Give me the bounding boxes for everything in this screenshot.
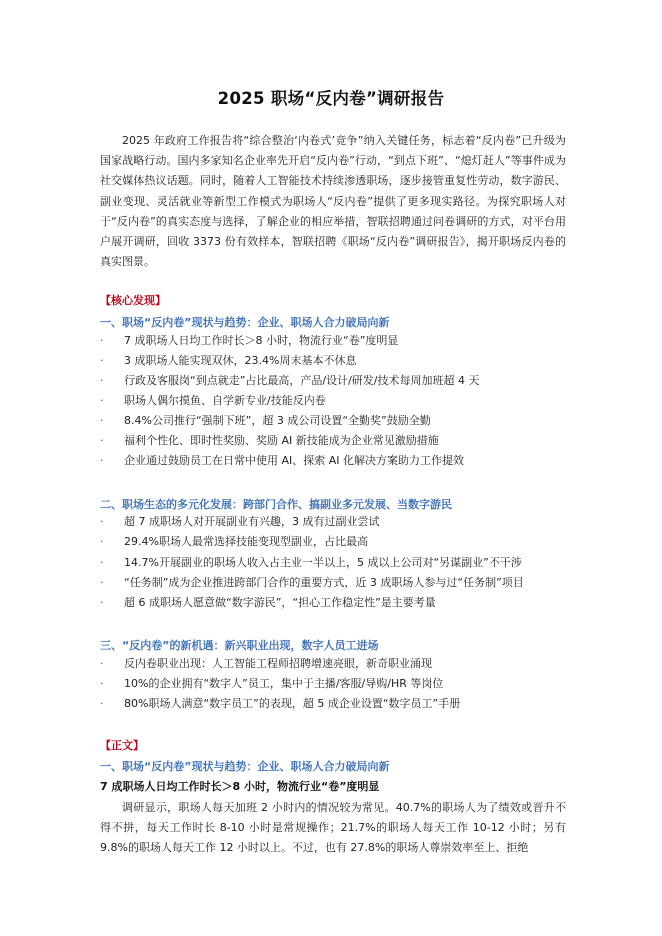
bullet-icon: · bbox=[100, 535, 104, 548]
core-findings-label: 【核心发现】 bbox=[100, 294, 166, 307]
list-item: · 8.4%公司推行“强制下班”，超 3 成公司设置“全勤奖”鼓励全勤 bbox=[100, 411, 570, 431]
list-item: · 超 7 成职场人对开展副业有兴趣，3 成有过副业尝试 bbox=[100, 512, 570, 532]
bullet-icon: · bbox=[100, 414, 104, 427]
bullet-icon: · bbox=[100, 374, 104, 387]
bullet-icon: · bbox=[100, 434, 104, 447]
section-1-heading: 一、职场“反内卷”现状与趋势：企业、职场人合力破局向新 bbox=[100, 316, 390, 329]
list-item: · 福利个性化、即时性奖励、奖励 AI 新技能成为企业常见激励措施 bbox=[100, 431, 570, 451]
list-item: · 企业通过鼓励员工在日常中使用 AI、探索 AI 化解决方案助力工作提效 bbox=[100, 451, 570, 471]
list-item: · 10%的企业拥有“数字人”员工，集中于主播/客服/导购/HR 等岗位 bbox=[100, 674, 570, 694]
bullet-icon: · bbox=[100, 677, 104, 690]
list-item: · “任务制”成为企业推进跨部门合作的重要方式，近 3 成职场人参与过“任务制”项目 bbox=[100, 573, 570, 593]
intro-paragraph: 2025 年政府工作报告将“综合整治‘内卷式’竞争”纳入关键任务，标志着“反内卷”已升级为国家战略行动。国内多家知名企业率先开启“反内卷”行动，“到点下班”、“熄灯赶人”等事件成为社交媒体热议话题。同时，随着人工智能技术持续渗透职场，逐步接管重复性劳动，数字游民、副业变现、灵活就业等新型工作模式为职场人“反内卷”提供了更多现实路径。为探究职场人对于“反内卷”的真实态度与选择，了解企业的相应举措，智联招聘通过问卷调研的方式，对平台用户展开调研，回收 3373 份有效样本，智联招聘《职场“反内卷”调研报告》，揭开职场反内卷的真实图景。 bbox=[100, 134, 566, 269]
list-item: · 3 成职场人能实现双休，23.4%周末基本不休息 bbox=[100, 351, 570, 371]
body-subheading: 7 成职场人日均工作时长＞8 小时，物流行业“卷”度明显 bbox=[100, 780, 380, 793]
list-item: · 80%职场人满意“数字员工”的表现，超 5 成企业设置“数字员工”手册 bbox=[100, 694, 570, 714]
report-title: 2025 职场“反内卷”调研报告 bbox=[217, 89, 445, 108]
list-item: · 行政及客服岗“到点就走”占比最高，产品/设计/研发/技术每周加班超 4 天 bbox=[100, 371, 570, 391]
bullet-icon: · bbox=[100, 556, 104, 569]
list-item: · 反内卷职业出现：人工智能工程师招聘增速亮眼，新奇职业涌现 bbox=[100, 654, 570, 674]
bullet-icon: · bbox=[100, 354, 104, 367]
section-3-heading: 三、“反内卷”的新机遇：新兴职业出现，数字人员工进场 bbox=[100, 639, 379, 652]
list-item: · 职场人偶尔摸鱼、自学新专业/技能反内卷 bbox=[100, 391, 570, 411]
body-section-heading: 一、职场“反内卷”现状与趋势：企业、职场人合力破局向新 bbox=[100, 760, 390, 773]
bullet-icon: · bbox=[100, 697, 104, 710]
list-item: · 超 6 成职场人愿意做“数字游民”，“担心工作稳定性”是主要考量 bbox=[100, 593, 570, 613]
bullet-icon: · bbox=[100, 454, 104, 467]
body-paragraph: 调研显示，职场人每天加班 2 小时内的情况较为常见。40.7%的职场人为了绩效或晋升不得不拼，每天工作时长 8-10 小时是常规操作；21.7%的职场人每天工作 10-12 小时；另有 9.8%的职场人每天工作 12 小时以上。不过，也有 27.8%的职场人尊崇效率至上、拒绝 bbox=[100, 801, 566, 855]
bullet-icon: · bbox=[100, 515, 104, 528]
bullet-icon: · bbox=[100, 394, 104, 407]
list-item: · 7 成职场人日均工作时长＞8 小时，物流行业“卷”度明显 bbox=[100, 331, 570, 351]
section-2-heading: 二、职场生态的多元化发展：跨部门合作、搞副业多元发展、当数字游民 bbox=[100, 498, 452, 511]
bullet-icon: · bbox=[100, 334, 104, 347]
bullet-icon: · bbox=[100, 596, 104, 609]
bullet-icon: · bbox=[100, 576, 104, 589]
body-label: 【正文】 bbox=[100, 739, 144, 752]
bullet-icon: · bbox=[100, 657, 104, 670]
list-item: · 29.4%职场人最常选择技能变现型副业，占比最高 bbox=[100, 532, 570, 552]
list-item: · 14.7%开展副业的职场人收入占主业一半以上，5 成以上公司对“另谋副业”不干涉 bbox=[100, 553, 570, 573]
